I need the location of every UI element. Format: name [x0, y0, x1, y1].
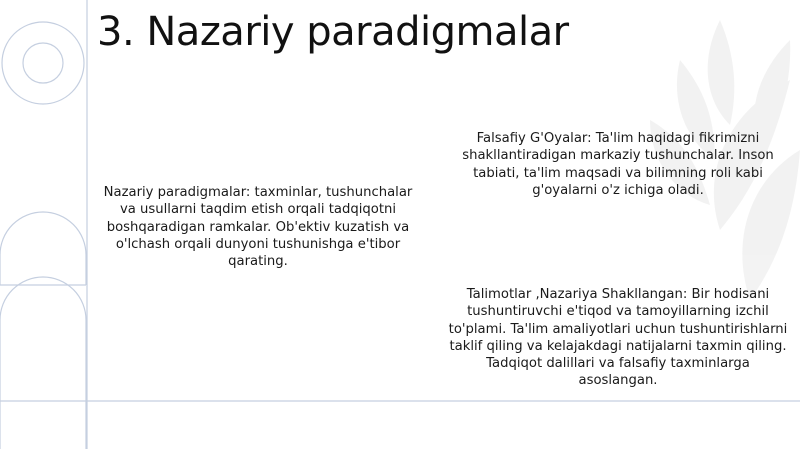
- theories-text-block: Talimotlar ,Nazariya Shakllangan: Bir hodisani tushuntiruvchi e'tiqod va tamoyillarning izchil to'plami. Ta'lim amaliyotlari uchun tushuntirishlarni taklif qiling va kelajakdagi natijalarni taxmin qiling. Tadqiqot dalillari va falsafiy taxminlarga asoslangan.: [448, 287, 788, 389]
- slide-title: 3. Nazariy paradigmalar: [97, 9, 569, 55]
- philosophical-ideas-text-block: Falsafiy G'Oyalar: Ta'lim haqidagi fikrimizni shakllantiradigan markaziy tushunchalar. Inson tabiati, ta'lim maqsadi va bilimning roli kabi g'oyalarni o'z ichiga oladi.: [462, 131, 774, 198]
- lower-arch-shape: [0, 277, 86, 449]
- paradigms-text-block: Nazariy paradigmalar: taxminlar, tushunchalar va usullarni taqdim etish orqali tadqiqotni boshqaradigan ramkalar. Ob'ektiv kuzatish va o'lchash orqali dunyoni tushunishga e'tibor qarating.: [103, 185, 413, 270]
- upper-arch-shape: [0, 212, 86, 285]
- large-circle-shape: [2, 22, 84, 104]
- small-circle-shape: [23, 43, 63, 83]
